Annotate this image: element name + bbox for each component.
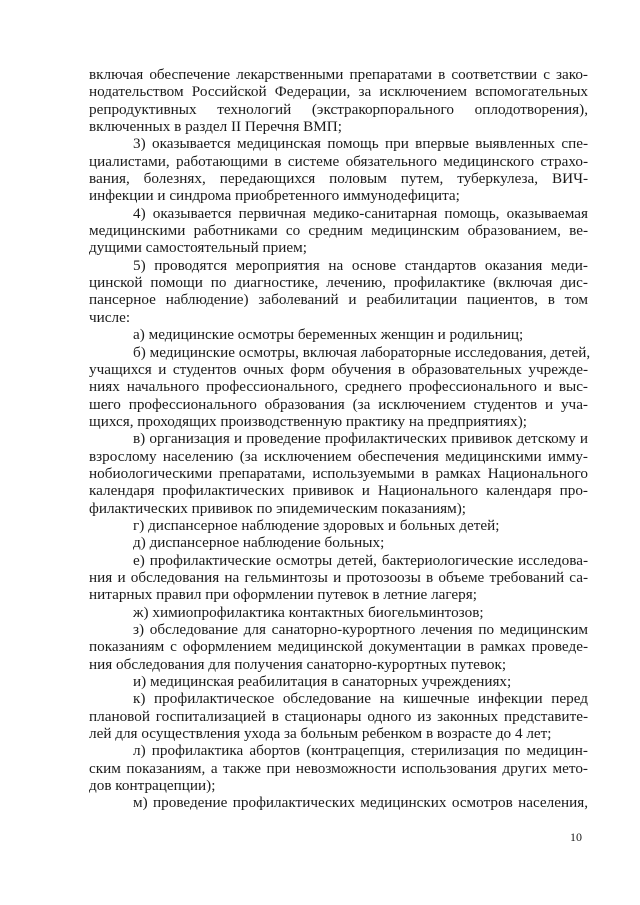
text-line: взрослому населению (за исключением обеспечения медицинскими имму- [89,447,588,465]
text-line: циалистами, работающими в системе обязательного медицинского страхо- [89,152,588,170]
text-line: ж) химиопрофилактика контактных биогельминтозов; [133,603,484,621]
text-line: з) обследование для санаторно-курортного лечения по медицинским [133,621,588,638]
text-line: ния обследования для получения санаторно-курортных путевок; [89,655,507,673]
text-line: вания, болезнях, передающихся половым путем, туберкулеза, ВИЧ- [89,170,588,188]
page-number: 10 [570,830,582,844]
text-line: нодательством Российской Федерации, за исключением вспомогательных [89,83,588,101]
text-line: и) медицинская реабилитация в санаторных учреждениях; [133,673,512,691]
text-line: плановой госпитализацией в стационары одного из законных представите- [89,707,588,725]
text-line: лей для осуществления ухода за больным ребенком в возрасте до 4 лет; [89,725,552,743]
text-line: дущими самостоятельный прием; [89,239,307,257]
text-line: в) организация и проведение профилактических прививок детскому и [133,430,588,448]
text-line: филактических прививок по эпидемическим показаниям); [89,499,467,517]
text-line: цинской помощи по диагностике, лечению, профилактике (включая дис- [89,274,588,292]
text-line: включенных в раздел II Перечня ВМП; [89,118,342,136]
body-text [89,66,591,812]
text-line: ским показаниям, а также при невозможности использования других мето- [89,759,588,777]
text-line: репродуктивных технологий (экстракорпорального оплодотворения), [89,100,588,118]
text-line: 5) проводятся мероприятия на основе стандартов оказания меди- [133,256,588,274]
text-line: показаниям с оформлением медицинской документации в рамках проведе- [89,638,588,656]
text-line: а) медицинские осмотры беременных женщин и родильниц; [133,326,524,344]
text-line: включая обеспечение лекарственными препаратами в соответствии с зако- [89,66,588,83]
text-line: ния и обследования на гельминтозы и протозоозы в объеме требований са- [89,568,588,586]
text-line: щихся, проходящих производственную практику на предприятиях); [89,412,527,430]
text-line: медицинскими работниками со средним медицинским образованием, ве- [89,222,588,240]
text-line: шего профессионального образования (за исключением студентов и уча- [89,395,588,413]
text-line: л) профилактика абортов (контрацепция, стерилизация по медицин- [133,742,588,760]
text-line: 3) оказывается медицинская помощь при впервые выявленных спе- [133,135,588,153]
text-line: календаря профилактических прививок и Национального календаря про- [89,482,588,500]
text-line: инфекции и синдрома приобретенного иммунодефицита; [89,187,460,205]
text-line: 4) оказывается первичная медико-санитарная помощь, оказываемая [133,204,588,222]
text-line: б) медицинские осмотры, включая лабораторные исследования, детей, [133,343,591,361]
text-line: ниях начального профессионального, среднего профессионального и выс- [89,378,588,396]
text-line: нобиологическими препаратами, используемыми в рамках Национального [89,464,588,482]
text-line: м) проведение профилактических медицинских осмотров населения, [133,794,588,812]
text-line: учащихся и студентов очных форм обучения в образовательных учрежде- [89,360,588,378]
text-line: д) диспансерное наблюдение больных; [133,534,385,552]
text-line: е) профилактические осмотры детей, бактериологические исследова- [133,551,588,569]
text-line: дов контрацепции); [89,777,216,795]
text-line: к) профилактическое обследование на кишечные инфекции перед [133,690,588,708]
text-line: пансерное наблюдение) заболеваний и реабилитации пациентов, в том [89,291,588,309]
text-line: нитарных правил при оформлении путевок в летние лагеря; [89,586,477,604]
text-line: г) диспансерное наблюдение здоровых и больных детей; [133,516,500,534]
text-line: числе: [89,308,131,326]
